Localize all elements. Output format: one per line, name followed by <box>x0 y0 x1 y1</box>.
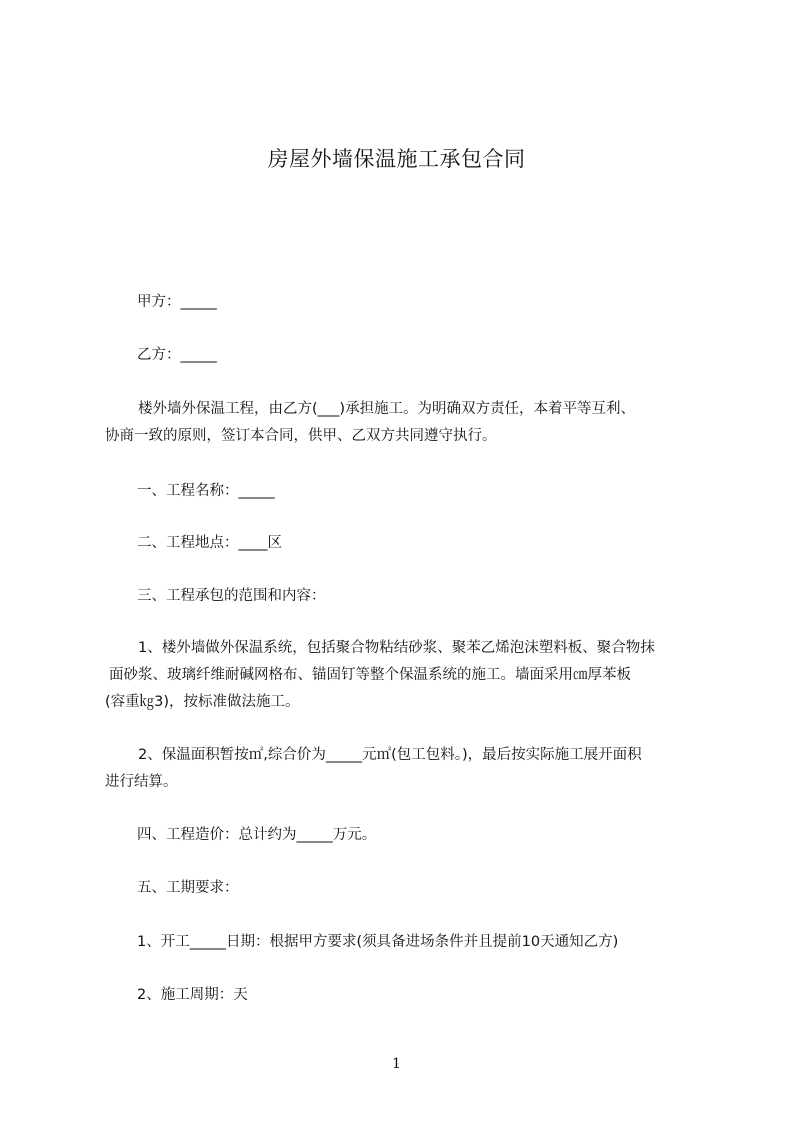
section-3-item-1-line-2: 面砂浆、玻璃纤维耐碱网格布、锚固钉等整个保温系统的施工。墙面采用㎝厚苯板 <box>109 667 631 683</box>
section-3-item-2-line-2: 进行结算。 <box>105 774 178 790</box>
section-3-item-1-line-1: 1、楼外墙做外保温系统，包括聚合物粘结砂浆、聚苯乙烯泡沫塑料板、聚合物抹 <box>138 640 655 656</box>
document-title: 房屋外墙保温施工承包合同 <box>267 147 526 171</box>
section-5-item-2: 2、施工周期：天 <box>137 987 248 1003</box>
section-5-heading: 五、工期要求： <box>137 880 239 896</box>
section-1-project-name: 一、工程名称：_____ <box>137 483 275 499</box>
section-3-heading: 三、工程承包的范围和内容： <box>137 588 326 604</box>
page-number: 1 <box>392 1056 401 1072</box>
intro-line-2: 协商一致的原则，签订本合同，供甲、乙双方共同遵守执行。 <box>105 428 497 444</box>
section-3-item-1-line-3: (容重㎏3)，按标准做法施工。 <box>105 694 300 710</box>
intro-line-1: 楼外墙外保温工程，由乙方(___)承担施工。为明确双方责任，本着平等互利、 <box>138 401 636 417</box>
section-4-project-cost: 四、工程造价：总计约为_____万元。 <box>137 827 377 843</box>
section-5-item-1: 1、开工_____日期：根据甲方要求(须具备进场条件并且提前10天通知乙方) <box>137 934 619 950</box>
section-2-project-location: 二、工程地点：____区 <box>137 535 282 551</box>
party-a-line: 甲方：_____ <box>137 294 217 310</box>
party-b-line: 乙方：_____ <box>137 347 217 363</box>
section-3-item-2-line-1: 2、保温面积暂按㎡,综合价为_____元㎡(包工包料。)，最后按实际施工展开面积 <box>138 747 642 763</box>
